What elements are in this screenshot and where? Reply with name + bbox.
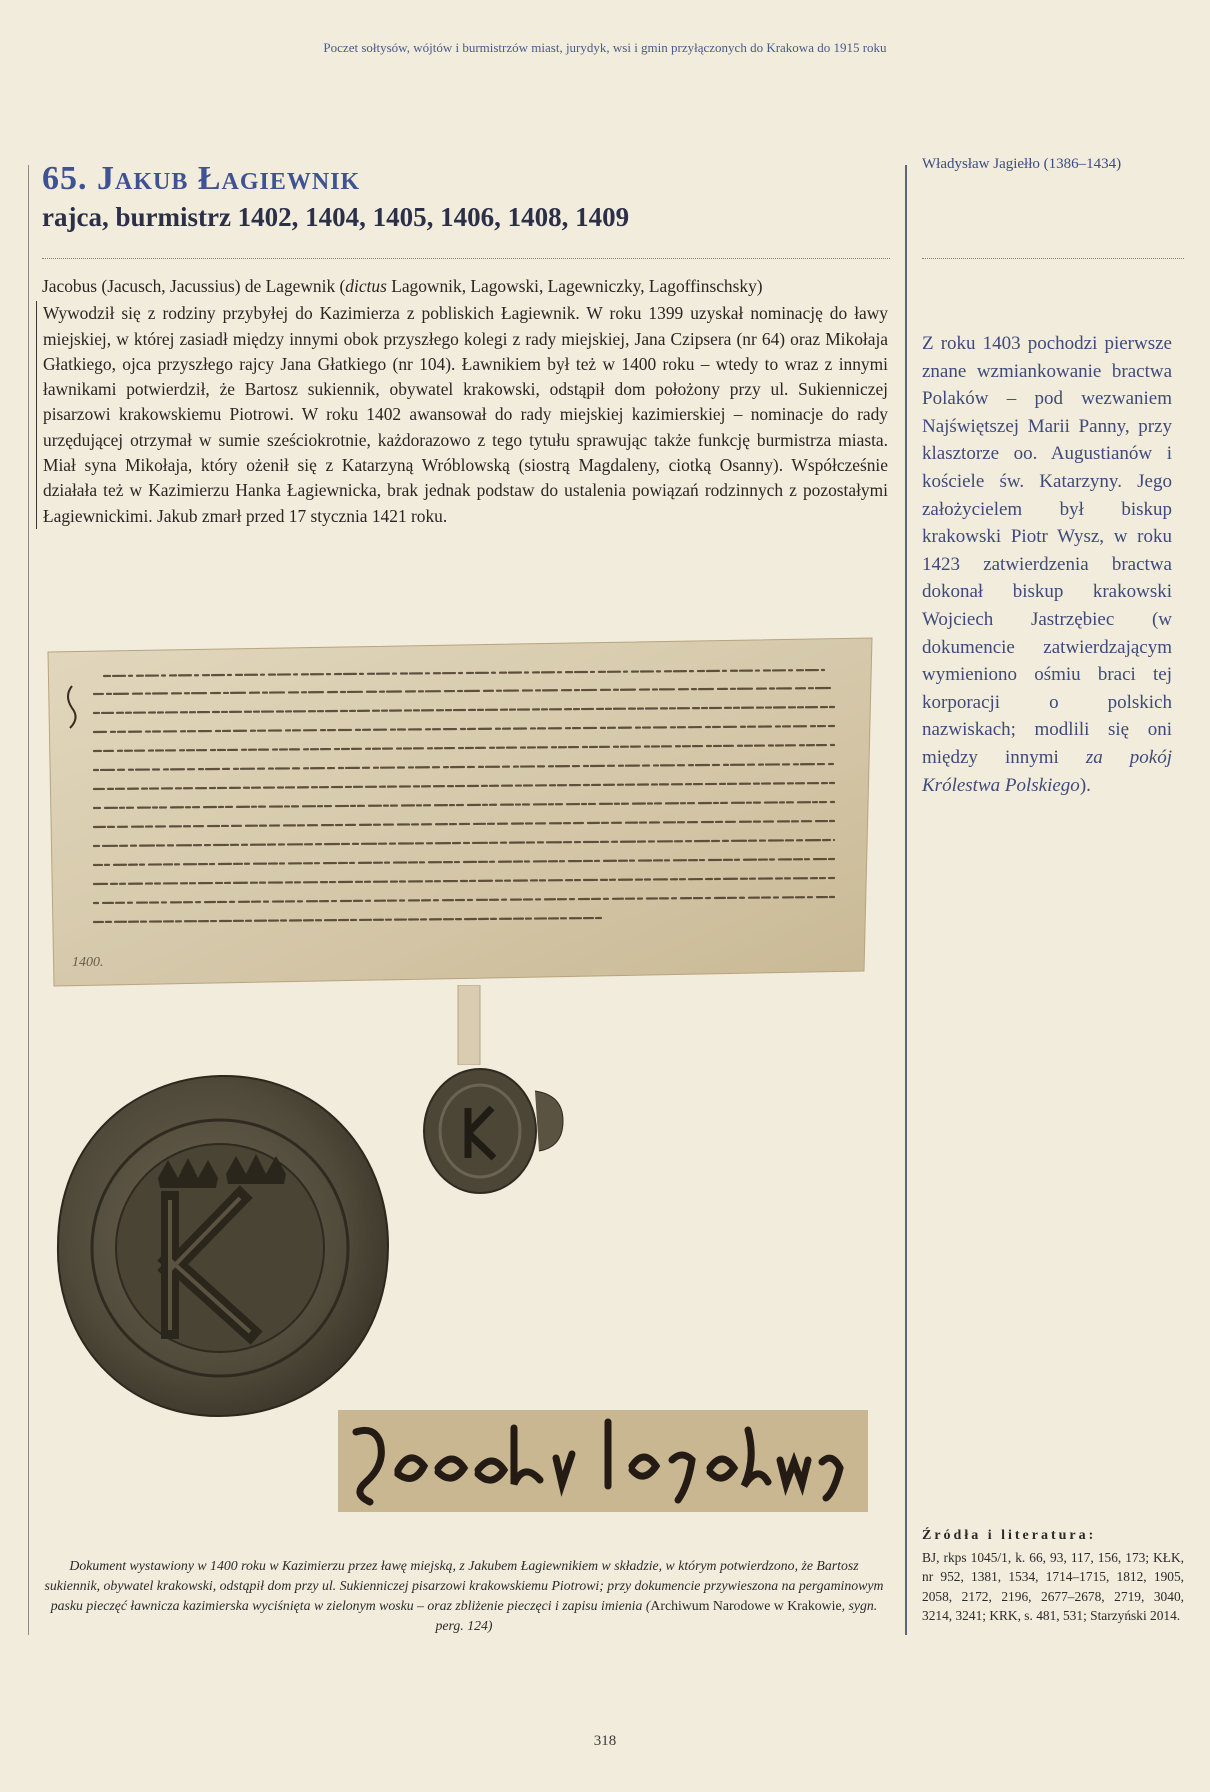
sidebar-note: Z roku 1403 pochodzi pierwsze znane wzmiankowanie bractwa Polaków – pod wezwaniem Najświętszej Marii Panny, przy klasztorze oo. Augustianów i kościele św. Katarzyny. Jego założycielem był biskup krakowski Piotr Wysz, w roku 1423 zatwierdzenia bractwa dokonał biskup krakowski Wojciech Jastrzębiec (w dokumencie zatwierdzającym wymieniono ośmiu braci tej korporacji o polskich nazwiskach; modlili się oni między innymi za pokój Królestwa Polskiego). xyxy=(922,333,1172,796)
page-number: 318 xyxy=(593,1733,617,1749)
page-edge-rule xyxy=(28,165,29,1635)
parchment-tag xyxy=(452,985,486,1065)
entry-name: Jakub Łagiewnik xyxy=(97,160,361,197)
attached-seal-image xyxy=(410,1063,570,1208)
name-variants: Jacobus (Jacusch, Jacussius) de Lagewnik (dictus Lagownik, Lagowski, Lagewniczky, Lagoffinschsky) xyxy=(42,276,763,296)
sources-list: BJ, rkps 1045/1, k. 66, 93, 117, 156, 173; KŁK, nr 952, 1381, 1534, 1714–1715, 1812, 1905, 2058, 2172, 2196, 2677–2678, 2719, 3040, 3214, 3241; KRK, s. 481, 531; Starzyński 2014. xyxy=(922,1550,1184,1624)
column-divider xyxy=(905,165,907,1635)
sources-heading: Źródła i literatura: xyxy=(922,1528,1097,1543)
entry-number: 65. xyxy=(42,160,88,197)
running-head: Poczet sołtysów, wójtów i burmistrzów miast, jurydyk, wsi i gmin przyłączonych do Krakowa do 1915 roku xyxy=(323,40,887,55)
entry-subtitle: rajca, burmistrz 1402, 1404, 1405, 1406, 1408, 1409 xyxy=(42,202,630,232)
parchment-document-image xyxy=(44,636,876,991)
biography: Wywodził się z rodziny przybyłej do Kazimierza z pobliskich Łagiewnik. W roku 1399 uzyskał nominację do ławy miejskiej, w której zasiadł między innymi obok przyszłego kolegi z rady miejskiej, Jana Czipsera (nr 64) oraz Mikołaja Głatkiego, ojca przyszłego rajcy Jana Głatkiego (nr 104). Ławnikiem był też w 1400 roku – wtedy to wraz z innymi ławnikami potwierdził, że Bartosz sukiennik, obywatel krakowski, odstąpił dom położony przy ul. Sukienniczej pisarzowi krakowskiemu Piotrowi. W roku 1402 awansował do rady miejskiej kazimierskiej – nominacje do rady urzędującej otrzymał w sumie sześciokrotnie, każdorazowo z tego tytułu sprawując także funkcję burmistrza miasta. Miał syna Mikołaja, który ożenił się z Katarzyną Wróblowską (siostrą Magdaleny, ciotką Osanny). Współcześnie działała też w Kazimierzu Hanka Łagiewnicka, brak jednak podstaw do ustalenia powiązań rodzinnych z pozostałymi Łagiewnickimi. Jakub zmarł przed 17 stycznia 1421 roku. xyxy=(36,301,888,529)
sidebar-divider xyxy=(922,258,1184,259)
signature-closeup-image xyxy=(338,1410,868,1512)
header-divider xyxy=(42,258,890,259)
seal-closeup-image xyxy=(50,1070,394,1422)
entry-title xyxy=(42,160,892,198)
main-text xyxy=(42,274,888,529)
figure-caption: Dokument wystawiony w 1400 roku w Kazimierzu przez ławę miejską, z Jakubem Łagiewnikiem w składzie, w którym potwierdzono, że Bartosz sukiennik, obywatel krakowski, odstąpił dom przy ul. Sukienniczej pisarzowi krakowskiemu Piotrowi; przy dokumencie przywieszona na pergaminowym pasku pieczęć ławnicza kazimierska wyciśnięta w zielonym wosku – oraz zbliżenie pieczęci i zapisu imienia (Archiwum Narodowe w Krakowie, sygn. perg. 124) xyxy=(44,1558,884,1633)
ruler-heading: Władysław Jagiełło (1386–1434) xyxy=(922,156,1122,172)
entry-header xyxy=(42,160,892,233)
archive-note: 1400. xyxy=(72,955,104,970)
